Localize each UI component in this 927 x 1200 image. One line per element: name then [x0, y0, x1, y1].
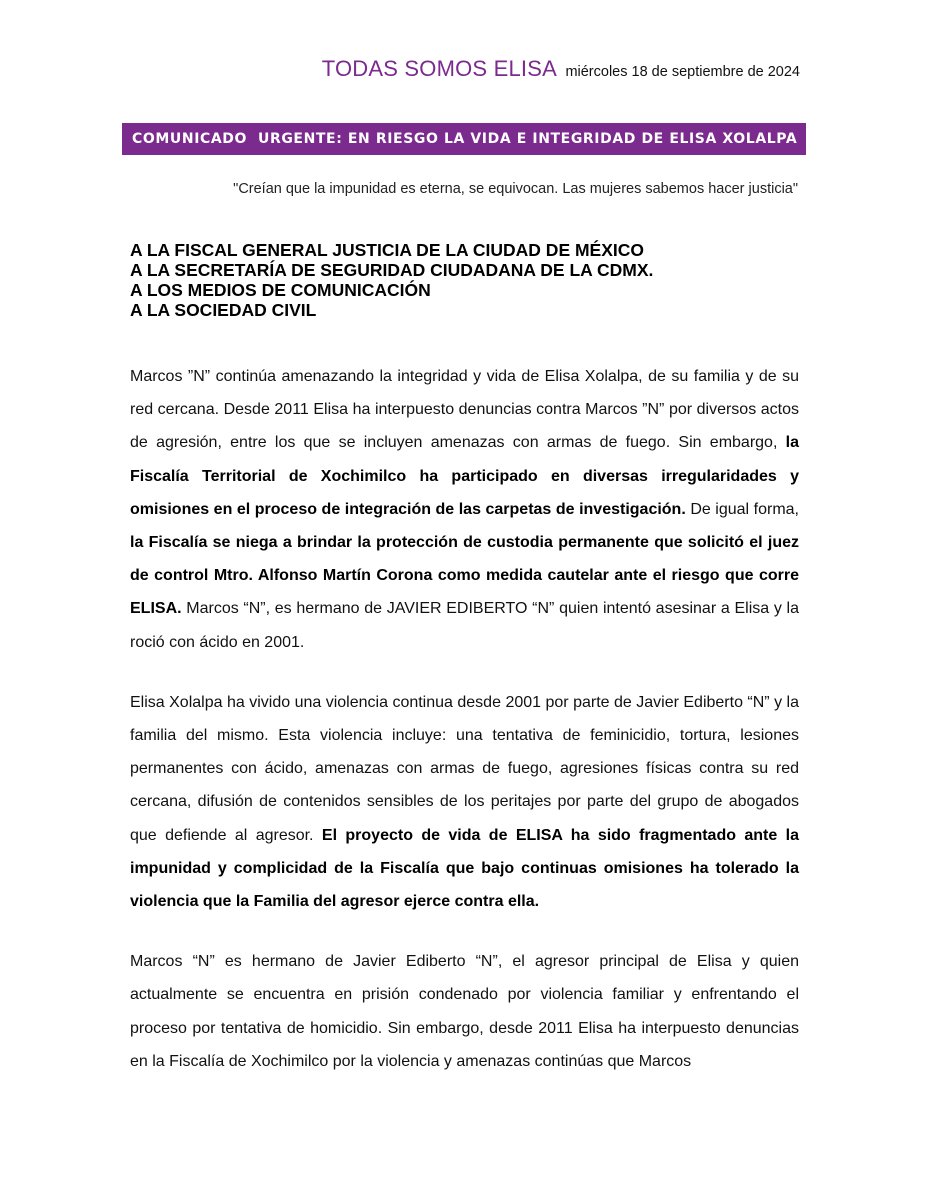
document-date: miércoles 18 de septiembre de 2024	[565, 64, 800, 80]
epigraph-quote: "Creían que la impunidad es eterna, se equivocan. Las mujeres sabemos hacer justicia"	[233, 181, 798, 197]
paragraph-text: Marcos “N” es hermano de Javier Ediberto “N”, el agresor principal de Elisa y quien actualmente se encuentra en prisión condenado por violencia familiar y enfrentando el proceso por tentativa de homicidio. Sin embargo, desde 2011 Elisa ha interpuesto denuncias en la Fiscalía de Xochimilco por la violencia y amenazas continúas que Marcos	[130, 953, 799, 1070]
body-paragraph-1	[130, 360, 799, 659]
paragraph-bold-text: la Fiscalía Territorial de Xochimilco ha participado en diversas irregularidades y omisiones en el proceso de integración de las carpetas de investigación.	[130, 434, 799, 518]
paragraph-text: Elisa Xolalpa ha vivido una violencia continua desde 2001 por parte de Javier Ediberto “N” y la familia del mismo. Esta violencia incluye: una tentativa de feminicidio, tortura, lesiones permanentes con ácido, amenazas con armas de fuego, agresiones físicas contra su red cercana, difusión de contenidos sensibles de los peritajes por parte del grupo de abogados que defiende al agresor.	[130, 693, 799, 844]
document-header	[130, 56, 800, 82]
brand-title: TODAS SOMOS ELISA	[321, 56, 557, 81]
body-paragraph-3	[130, 945, 799, 1078]
addressee-line: A LA SECRETARÍA DE SEGURIDAD CIUDADANA DE LA CDMX.	[130, 260, 654, 280]
paragraph-text: Marcos “N”, es hermano de JAVIER EDIBERTO “N” quien intentó asesinar a Elisa y la roció con ácido en 2001.	[130, 600, 799, 651]
addressee-line: A LOS MEDIOS DE COMUNICACIÓN	[130, 280, 431, 300]
paragraph-text: Marcos ”N” continúa amenazando la integridad y vida de Elisa Xolalpa, de su familia y de su red cercana. Desde 2011 Elisa ha interpuesto denuncias contra Marcos ”N” por diversos actos de agresión, entre los que se incluyen amenazas con armas de fuego. Sin embargo,	[130, 368, 799, 452]
paragraph-text: De igual forma,	[685, 500, 799, 518]
urgent-banner: COMUNICADO URGENTE: EN RIESGO LA VIDA E INTEGRIDAD DE ELISA XOLALPA	[122, 123, 806, 155]
paragraph-bold-text: la Fiscalía se niega a brindar la protección de custodia permanente que solicitó el juez de control Mtro. Alfonso Martín Corona como medida cautelar ante el riesgo que corre ELISA.	[130, 534, 799, 618]
paragraph-bold-text: El proyecto de vida de ELISA ha sido fragmentado ante la impunidad y complicidad de la Fiscalía que bajo continuas omisiones ha tolerado la violencia que la Familia del agresor ejerce contra ella.	[130, 826, 799, 911]
document-body	[130, 360, 799, 1105]
addressee-line: A LA FISCAL GENERAL JUSTICIA DE LA CIUDAD DE MÉXICO	[130, 240, 645, 260]
addressee-line: A LA SOCIEDAD CIVIL	[130, 300, 317, 320]
addressee-list	[130, 240, 800, 320]
body-paragraph-2	[130, 686, 799, 918]
